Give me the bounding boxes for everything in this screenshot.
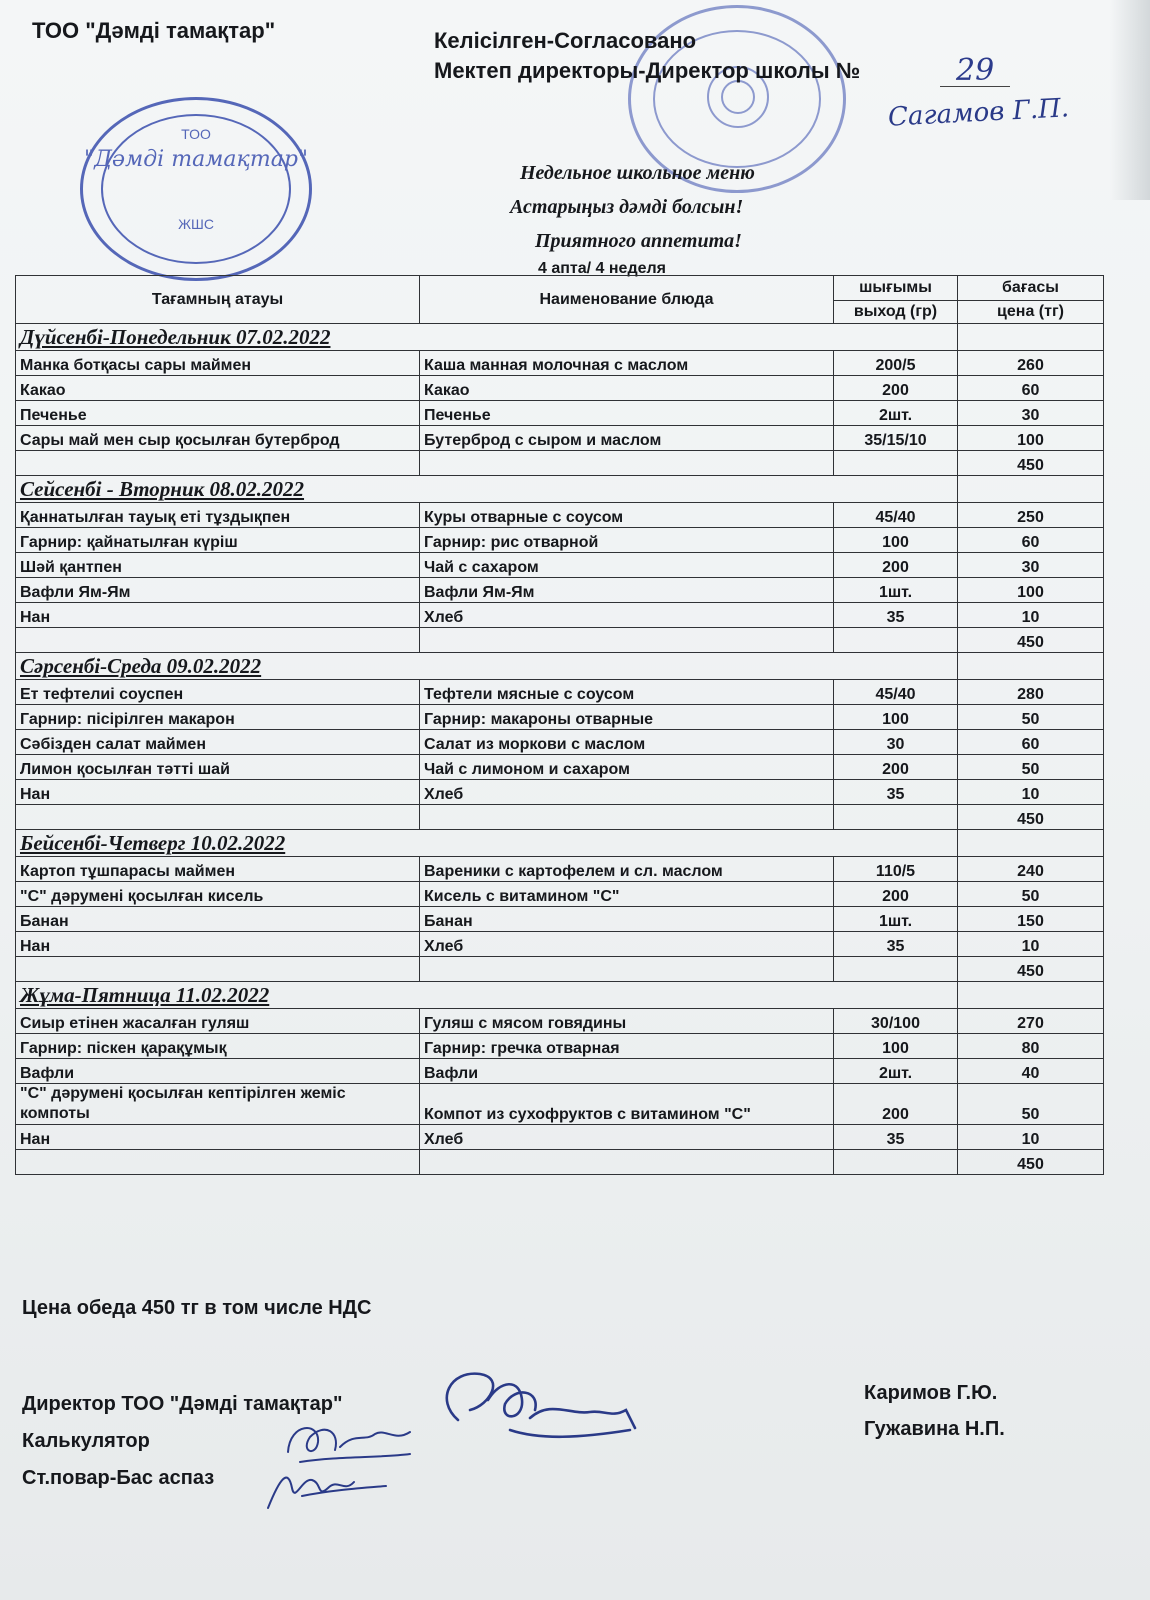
stamp-company-name: "Дәмді тамақтар" bbox=[83, 147, 309, 172]
table-row bbox=[16, 351, 1104, 376]
menu-subtitle-ru: Приятного аппетита! bbox=[535, 230, 742, 252]
dish-name-kz: Печенье bbox=[16, 401, 420, 426]
dish-name-kz: Вафли Ям-Ям bbox=[16, 578, 420, 603]
table-row bbox=[16, 932, 1104, 957]
table-row bbox=[16, 401, 1104, 426]
dish-price: 280 bbox=[958, 680, 1104, 705]
empty-cell bbox=[958, 324, 1104, 351]
table-row bbox=[16, 1009, 1104, 1034]
empty-cell bbox=[958, 476, 1104, 503]
table-row bbox=[16, 882, 1104, 907]
header-price-ru: цена (тг) bbox=[958, 301, 1104, 324]
day-total: 450 bbox=[958, 805, 1104, 830]
menu-body bbox=[16, 324, 1104, 1175]
dish-name-ru: Кисель с витамином "С" bbox=[420, 882, 834, 907]
dish-output: 35 bbox=[834, 780, 958, 805]
total-row bbox=[16, 957, 1104, 982]
day-title: Дүйсенбі-Понедельник 07.02.2022 bbox=[16, 324, 958, 351]
dish-output: 1шт. bbox=[834, 578, 958, 603]
dish-name-ru: Вареники с картофелем и сл. маслом bbox=[420, 857, 834, 882]
dish-output: 35/15/10 bbox=[834, 426, 958, 451]
menu-subtitle-kz: Астарыңыз дәмді болсын! bbox=[510, 196, 744, 218]
dish-name-kz: Нан bbox=[16, 1125, 420, 1150]
day-total: 450 bbox=[958, 957, 1104, 982]
company-name: ТОО "Дәмді тамақтар" bbox=[32, 18, 276, 43]
agreed-label: Келісілген-Согласовано bbox=[434, 28, 697, 53]
dish-name-ru: Гарнир: макароны отварные bbox=[420, 705, 834, 730]
role-calculator: Калькулятор bbox=[22, 1430, 150, 1452]
table-row bbox=[16, 553, 1104, 578]
dish-name-ru: Гарнир: гречка отварная bbox=[420, 1034, 834, 1059]
dish-price: 40 bbox=[958, 1059, 1104, 1084]
page-shadow bbox=[1110, 0, 1150, 200]
dish-name-kz: Сары май мен сыр қосылған бутерброд bbox=[16, 426, 420, 451]
dish-name-kz: Гарнир: қайнатылған күріш bbox=[16, 528, 420, 553]
dish-price: 50 bbox=[958, 882, 1104, 907]
dish-name-kz: "С" дәрумені қосылған кептірілген жеміс компоты bbox=[16, 1084, 420, 1125]
dish-name-kz: Нан bbox=[16, 780, 420, 805]
dish-output: 200 bbox=[834, 376, 958, 401]
director-signature-scribble bbox=[430, 1360, 650, 1455]
dish-price: 50 bbox=[958, 755, 1104, 780]
day-total: 450 bbox=[958, 1150, 1104, 1175]
day-title: Сейсенбі - Вторник 08.02.2022 bbox=[16, 476, 958, 503]
dish-name-kz: Лимон қосылған тәтті шай bbox=[16, 755, 420, 780]
table-row bbox=[16, 1034, 1104, 1059]
empty-cell bbox=[16, 1150, 420, 1175]
dish-name-kz: Шәй қантпен bbox=[16, 553, 420, 578]
dish-price: 150 bbox=[958, 907, 1104, 932]
table-row bbox=[16, 680, 1104, 705]
dish-name-ru: Гуляш с мясом говядины bbox=[420, 1009, 834, 1034]
dish-name-kz: "С" дәрумені қосылған кисель bbox=[16, 882, 420, 907]
director-line: Мектеп директоры-Директор школы № bbox=[434, 58, 861, 83]
dish-output: 200 bbox=[834, 553, 958, 578]
table-row bbox=[16, 1125, 1104, 1150]
empty-cell bbox=[834, 957, 958, 982]
table-row bbox=[16, 603, 1104, 628]
dish-name-kz: Гарнир: піскен қарақұмық bbox=[16, 1034, 420, 1059]
dish-name-ru: Хлеб bbox=[420, 1125, 834, 1150]
day-row bbox=[16, 653, 1104, 680]
dish-output: 30/100 bbox=[834, 1009, 958, 1034]
dish-name-kz: Сиыр етінен жасалған гуляш bbox=[16, 1009, 420, 1034]
school-number: 29 bbox=[940, 56, 1010, 87]
empty-cell bbox=[420, 957, 834, 982]
dish-name-ru: Хлеб bbox=[420, 603, 834, 628]
table-row bbox=[16, 780, 1104, 805]
dish-price: 10 bbox=[958, 603, 1104, 628]
header-price-kz: бағасы bbox=[958, 276, 1104, 301]
state-emblem-center-icon bbox=[721, 80, 755, 114]
menu-table bbox=[15, 275, 1104, 1175]
day-title: Сәрсенбі-Среда 09.02.2022 bbox=[16, 653, 958, 680]
dish-price: 270 bbox=[958, 1009, 1104, 1034]
dish-price: 30 bbox=[958, 401, 1104, 426]
dish-name-ru: Каша манная молочная с маслом bbox=[420, 351, 834, 376]
dish-price: 50 bbox=[958, 1084, 1104, 1125]
person-director: Каримов Г.Ю. bbox=[864, 1382, 998, 1404]
dish-price: 30 bbox=[958, 553, 1104, 578]
empty-cell bbox=[958, 982, 1104, 1009]
dish-price: 60 bbox=[958, 528, 1104, 553]
dish-price: 10 bbox=[958, 1125, 1104, 1150]
dish-price: 250 bbox=[958, 503, 1104, 528]
dish-name-ru: Вафли Ям-Ям bbox=[420, 578, 834, 603]
dish-name-kz: Банан bbox=[16, 907, 420, 932]
header-name-ru: Наименование блюда bbox=[420, 276, 834, 324]
dish-output: 35 bbox=[834, 932, 958, 957]
total-row bbox=[16, 1150, 1104, 1175]
total-row bbox=[16, 451, 1104, 476]
empty-cell bbox=[16, 957, 420, 982]
dish-price: 50 bbox=[958, 705, 1104, 730]
day-row bbox=[16, 476, 1104, 503]
dish-name-kz: Нан bbox=[16, 603, 420, 628]
dish-name-kz: Қаннатылған тауық еті тұздықпен bbox=[16, 503, 420, 528]
stamp-too-text: ТОО bbox=[181, 126, 211, 142]
dish-name-kz: Картоп тұшпарасы маймен bbox=[16, 857, 420, 882]
empty-cell bbox=[420, 451, 834, 476]
dish-name-kz: Ет тефтелиі соуспен bbox=[16, 680, 420, 705]
dish-price: 100 bbox=[958, 578, 1104, 603]
empty-cell bbox=[420, 1150, 834, 1175]
empty-cell bbox=[834, 628, 958, 653]
table-row bbox=[16, 857, 1104, 882]
dish-name-ru: Гарнир: рис отварной bbox=[420, 528, 834, 553]
total-row bbox=[16, 628, 1104, 653]
table-row bbox=[16, 730, 1104, 755]
empty-cell bbox=[16, 628, 420, 653]
price-note: Цена обеда 450 тг в том числе НДС bbox=[22, 1297, 372, 1319]
dish-name-kz: Нан bbox=[16, 932, 420, 957]
dish-name-ru: Вафли bbox=[420, 1059, 834, 1084]
empty-cell bbox=[834, 451, 958, 476]
person-calculator: Гужавина Н.П. bbox=[864, 1418, 1005, 1440]
table-row bbox=[16, 705, 1104, 730]
dish-output: 200 bbox=[834, 755, 958, 780]
dish-output: 100 bbox=[834, 705, 958, 730]
week-label: 4 апта/ 4 неделя bbox=[538, 260, 666, 277]
dish-output: 35 bbox=[834, 603, 958, 628]
table-row bbox=[16, 755, 1104, 780]
empty-cell bbox=[16, 805, 420, 830]
empty-cell bbox=[420, 628, 834, 653]
day-title: Бейсенбі-Четверг 10.02.2022 bbox=[16, 830, 958, 857]
chef-signature-scribble bbox=[262, 1458, 392, 1518]
empty-cell bbox=[834, 805, 958, 830]
table-row bbox=[16, 503, 1104, 528]
dish-name-ru: Бутерброд с сыром и маслом bbox=[420, 426, 834, 451]
role-chef: Ст.повар-Бас аспаз bbox=[22, 1467, 215, 1489]
total-row bbox=[16, 805, 1104, 830]
dish-name-ru: Чай с лимоном и сахаром bbox=[420, 755, 834, 780]
empty-cell bbox=[420, 805, 834, 830]
header-output-kz: шығымы bbox=[834, 276, 958, 301]
dish-price: 260 bbox=[958, 351, 1104, 376]
dish-name-kz: Манка ботқасы сары маймен bbox=[16, 351, 420, 376]
dish-output: 200/5 bbox=[834, 351, 958, 376]
empty-cell bbox=[958, 653, 1104, 680]
table-row bbox=[16, 376, 1104, 401]
empty-cell bbox=[16, 451, 420, 476]
dish-output: 200 bbox=[834, 882, 958, 907]
dish-output: 100 bbox=[834, 1034, 958, 1059]
dish-name-ru: Тефтели мясные с соусом bbox=[420, 680, 834, 705]
dish-output: 45/40 bbox=[834, 503, 958, 528]
dish-name-ru: Компот из сухофруктов с витамином "С" bbox=[420, 1084, 834, 1125]
dish-price: 60 bbox=[958, 376, 1104, 401]
dish-name-ru: Хлеб bbox=[420, 932, 834, 957]
table-header-row bbox=[16, 276, 1104, 301]
dish-name-ru: Печенье bbox=[420, 401, 834, 426]
dish-output: 2шт. bbox=[834, 1059, 958, 1084]
director-signature: Сагамов Г.П. bbox=[887, 93, 1070, 133]
table-row bbox=[16, 907, 1104, 932]
dish-price: 80 bbox=[958, 1034, 1104, 1059]
dish-name-ru: Куры отварные с соусом bbox=[420, 503, 834, 528]
dish-name-ru: Какао bbox=[420, 376, 834, 401]
table-row bbox=[16, 1059, 1104, 1084]
table-row bbox=[16, 578, 1104, 603]
role-director: Директор ТОО "Дәмді тамақтар" bbox=[22, 1393, 343, 1415]
table-row bbox=[16, 426, 1104, 451]
dish-output: 110/5 bbox=[834, 857, 958, 882]
dish-price: 10 bbox=[958, 780, 1104, 805]
dish-output: 35 bbox=[834, 1125, 958, 1150]
menu-title: Недельное школьное меню bbox=[520, 162, 755, 184]
header-output-ru: выход (гр) bbox=[834, 301, 958, 324]
dish-output: 30 bbox=[834, 730, 958, 755]
dish-output: 1шт. bbox=[834, 907, 958, 932]
table-row bbox=[16, 528, 1104, 553]
dish-output: 200 bbox=[834, 1084, 958, 1125]
dish-price: 100 bbox=[958, 426, 1104, 451]
dish-name-kz: Гарнир: пісірілген макарон bbox=[16, 705, 420, 730]
day-row bbox=[16, 982, 1104, 1009]
header-name-kz: Тағамның атауы bbox=[16, 276, 420, 324]
day-row bbox=[16, 830, 1104, 857]
dish-name-ru: Банан bbox=[420, 907, 834, 932]
dish-name-ru: Чай с сахаром bbox=[420, 553, 834, 578]
dish-name-kz: Какао bbox=[16, 376, 420, 401]
table-row bbox=[16, 1084, 1104, 1125]
dish-price: 240 bbox=[958, 857, 1104, 882]
company-stamp bbox=[80, 97, 312, 281]
dish-output: 100 bbox=[834, 528, 958, 553]
empty-cell bbox=[834, 1150, 958, 1175]
day-row bbox=[16, 324, 1104, 351]
empty-cell bbox=[958, 830, 1104, 857]
dish-output: 2шт. bbox=[834, 401, 958, 426]
dish-price: 60 bbox=[958, 730, 1104, 755]
dish-output: 45/40 bbox=[834, 680, 958, 705]
day-title: Жұма-Пятница 11.02.2022 bbox=[16, 982, 958, 1009]
dish-name-kz: Сәбізден салат маймен bbox=[16, 730, 420, 755]
dish-price: 10 bbox=[958, 932, 1104, 957]
dish-name-ru: Хлеб bbox=[420, 780, 834, 805]
dish-name-kz: Вафли bbox=[16, 1059, 420, 1084]
dish-name-ru: Салат из моркови с маслом bbox=[420, 730, 834, 755]
day-total: 450 bbox=[958, 451, 1104, 476]
stamp-jshs-text: ЖШС bbox=[178, 216, 214, 232]
day-total: 450 bbox=[958, 628, 1104, 653]
